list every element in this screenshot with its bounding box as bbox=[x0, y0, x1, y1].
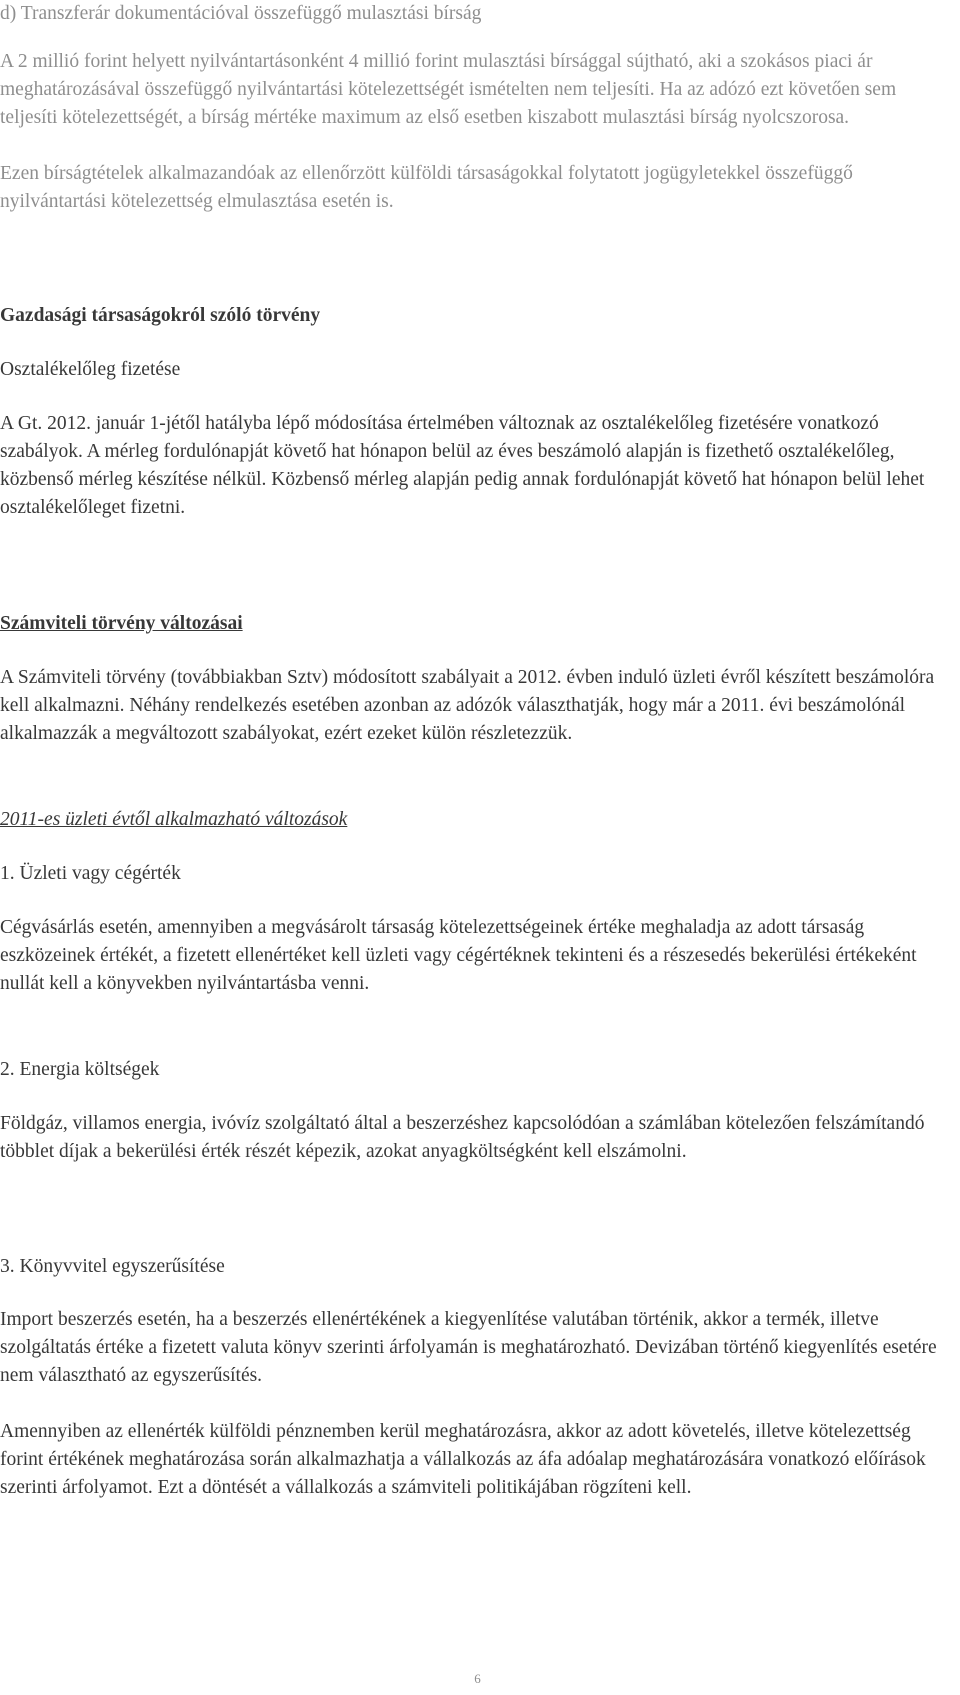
item-3-title: 3. Könyvvitel egyszerűsítése bbox=[0, 1256, 225, 1277]
gt-paragraph: A Gt. 2012. január 1-jétől hatályba lépő módosítása értelmében változnak az osztalékelőleg fizetésére vonatkozó szabályok. A mérleg fordulónapját követő hat hónapon belül az éves beszámoló alapján is fizethető osztalékelőleg, közbenső mérleg készítése nélkül. Közbenső mérleg alapján pedig annak fordulónapját követő hat hónapon belül lehet osztalékelőleget fizetni. bbox=[0, 413, 925, 518]
item-2-paragraph: Földgáz, villamos energia, ivóvíz szolgáltató által a beszerzéshez kapcsolódóan a számlában kötelezően felszámítandó többlet díjak a bekerülési érték részét képezik, azokat anyagköltségként kell elszámolni. bbox=[0, 1113, 925, 1162]
gt-subheading: Osztalékelőleg fizetése bbox=[0, 359, 181, 380]
section-d-paragraph-2: Ezen bírságtételek alkalmazandóak az ellenőrzött külföldi társaságokkal folytatott jogügyletekkel összefüggő nyilvántartási kötelezettség elmulasztása esetén is. bbox=[0, 163, 853, 212]
page-number: 6 bbox=[474, 1671, 481, 1686]
item-1-paragraph: Cégvásárlás esetén, amennyiben a megvásárolt társaság kötelezettségeinek értéke meghaladja az adott társaság eszközeinek értékét, a fizetett ellenértéket kell üzleti vagy cégértéknek tekinteni és a részesedés bekerülési értékeként nullát kell a könyvekben nyilvántartásba venni. bbox=[0, 917, 917, 994]
item-3-paragraph-2: Amennyiben az ellenérték külföldi pénznemben kerül meghatározásra, akkor az adott követelés, illetve kötelezettség forint értékének meghatározása során alkalmazhatja a vállalkozás az áfa adóalap meghatározására vonatkozó előírások szerinti árfolyamot. Ezt a döntését a vállalkozás a számviteli politikájában rögzíteni kell. bbox=[0, 1421, 926, 1498]
sztv-heading: Számviteli törvény változásai bbox=[0, 613, 243, 634]
item-2-title: 2. Energia költségek bbox=[0, 1059, 160, 1080]
section-d-paragraph-1: A 2 millió forint helyett nyilvántartásonként 4 millió forint mulasztási bírsággal sújtható, aki a szokásos piaci ár meghatározásával összefüggő nyilvántartási kötelezettségét ismételten nem teljesíti. Ha az adózó ezt követően sem teljesíti kötelezettségét, a bírság mértéke maximum az első esetben kiszabott mulasztási bírság nyolcszorosa. bbox=[0, 51, 897, 128]
sztv-intro: A Számviteli törvény (továbbiakban Sztv) módosított szabályait a 2012. évben induló üzleti évről készített beszámolóra kell alkalmazni. Néhány rendelkezés esetében azonban az adózók választhatják, hogy már a 2011. évi beszámolónál alkalmazzák a megváltozott szabályokat, ezért ezeket külön részletezzük. bbox=[0, 667, 935, 744]
item-1-title: 1. Üzleti vagy cégérték bbox=[0, 863, 181, 884]
sztv-subheading: 2011-es üzleti évtől alkalmazható változások bbox=[0, 809, 348, 830]
gt-heading: Gazdasági társaságokról szóló törvény bbox=[0, 305, 321, 326]
section-d-title: d) Transzferár dokumentációval összefüggő mulasztási bírság bbox=[0, 3, 482, 24]
item-3-paragraph-1: Import beszerzés esetén, ha a beszerzés ellenértékének a kiegyenlítése valutában történik, akkor a termék, illetve szolgáltatás értéke a fizetett valuta könyv szerinti árfolyamán is meghatározható. Devizában történő kiegyenlítés esetére nem választható az egyszerűsítés. bbox=[0, 1309, 937, 1386]
